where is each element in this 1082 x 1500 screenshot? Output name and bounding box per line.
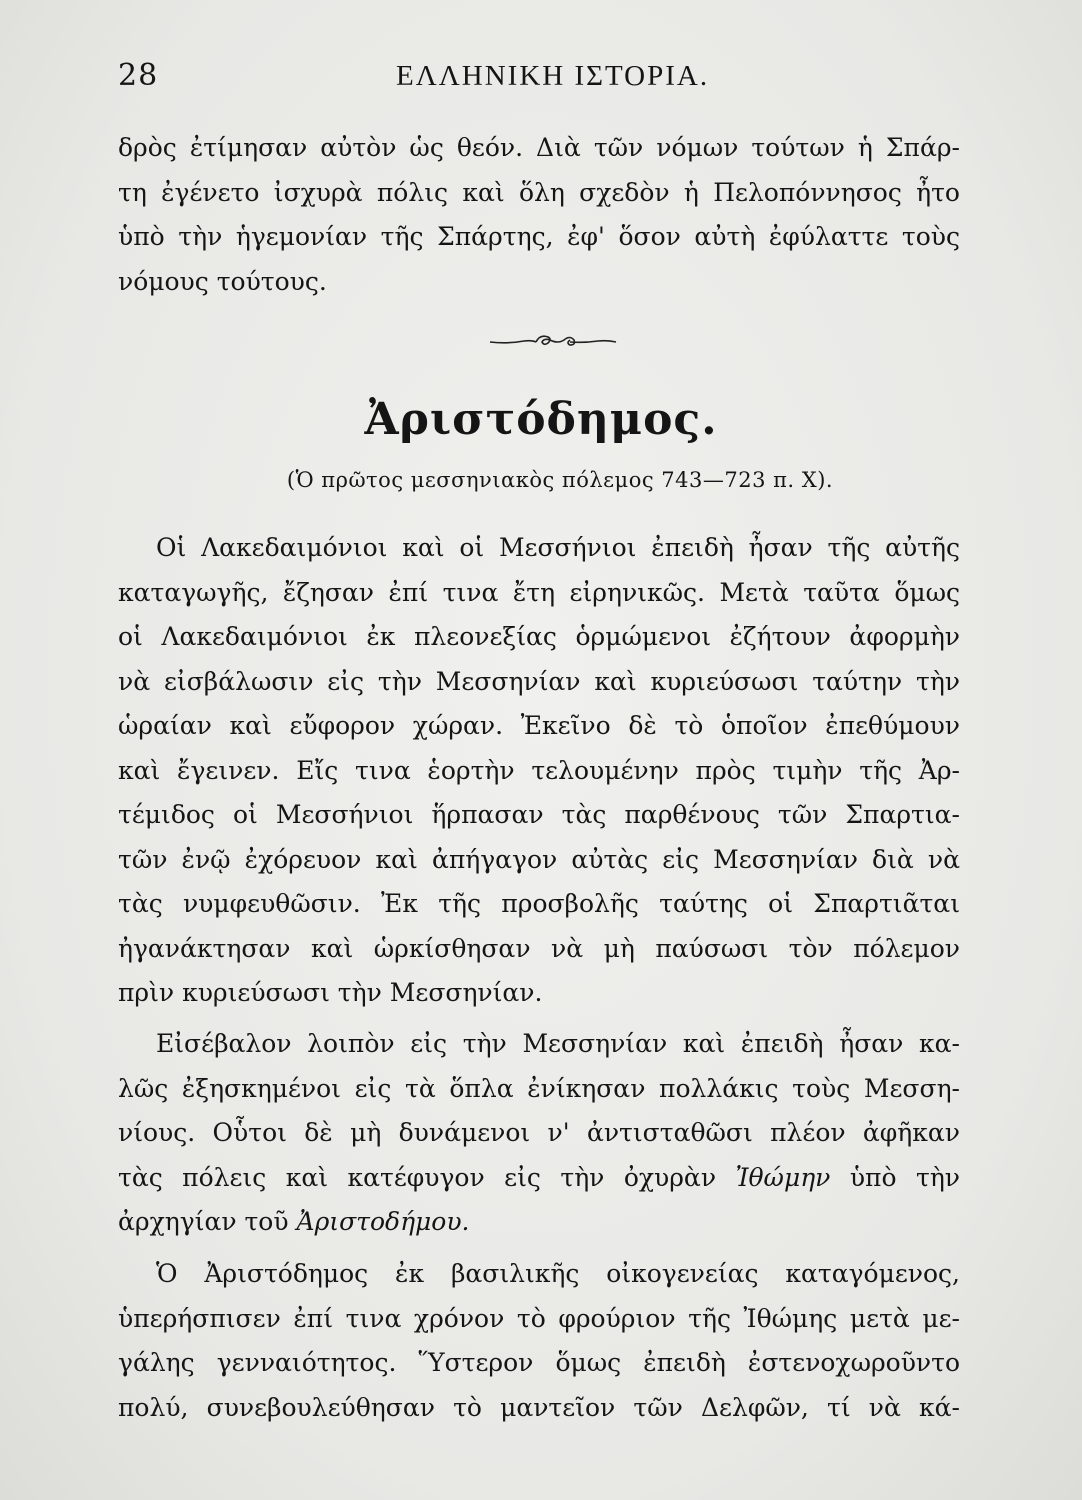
paragraph-1 (118, 526, 960, 1016)
text-line (118, 1156, 960, 1201)
text-line: ἠγανάκτησαν καὶ ὡρκίσθησαν νὰ μὴ παύσωσι τὸν πόλεμον (118, 933, 960, 963)
text-line: τῶν ἐνῷ ἐχόρευον καὶ ἀπήγαγον αὐτὰς εἰς Μεσσηνίαν διὰ νὰ (118, 844, 960, 874)
text-line: οἱ Λακεδαιμόνιοι ἐκ πλεονεξίας ὁρμώμενοι ἐζήτουν ἀφορμὴν (118, 622, 960, 651)
text-line: Οἱ Λακεδαιμόνιοι καὶ οἱ Μεσσήνιοι ἐπειδὴ ἦσαν τῆς αὐτῆς (156, 533, 960, 562)
text-line: πολύ, συνεβουλεύθησαν τὸ μαντεῖον τῶν Δελφῶν, τί νὰ κά- (118, 1392, 960, 1422)
text-line: ὑπὸ τὴν ἡγεμονίαν τῆς Σπάρτης, ἐφ' ὅσον αὐτὴ ἐφύλαττε τοὺς (118, 222, 960, 251)
section-title: Ἀριστόδημος. (364, 394, 718, 445)
text-line: ὡραίαν καὶ εὔφορον χώραν. Ἐκεῖνο δὲ τὸ ὁποῖον ἐπεθύμουν (118, 711, 960, 740)
text-line: πρὶν κυριεύσωσι τὴν Μεσσηνίαν. (118, 978, 543, 1007)
paragraph-2 (118, 1022, 960, 1245)
text-line (118, 1200, 960, 1245)
intro-paragraph (118, 126, 960, 304)
text-run: ἀρχηγίαν τοῦ (118, 1207, 297, 1236)
text-line: τὰς νυμφευθῶσιν. Ἐκ τῆς προσβολῆς ταύτης οἱ Σπαρτιᾶται (118, 889, 960, 918)
text-line: γάλης γενναιότητος. Ὕστερον ὅμως ἐπειδὴ ἐστενοχωροῦντο (118, 1348, 960, 1377)
running-head: ΕΛΛΗΝΙΚΗ ΙΣΤΟΡΙΑ. (396, 60, 710, 92)
person-name-italic: Ἀριστοδήμου. (296, 1207, 470, 1236)
text-line: καταγωγῆς, ἔζησαν ἐπί τινα ἔτη εἰρηνικῶς. Μετὰ ταῦτα ὅμως (118, 577, 960, 607)
text-line: τη ἐγένετο ἰσχυρὰ πόλις καὶ ὅλη σχεδὸν ἡ Πελοπόννησος ἦτο (118, 177, 960, 207)
text-run: ὑπὸ τὴν (830, 1162, 960, 1192)
text-line: νόμους τούτους. (118, 266, 327, 296)
paragraph-3 (118, 1252, 960, 1430)
text-line: ὑπερήσπισεν ἐπί τινα χρόνον τὸ φρούριον τῆς Ἰθώμης μετὰ με- (118, 1303, 960, 1333)
text-line: τέμιδος οἱ Μεσσήνιοι ἥρπασαν τὰς παρθένους τῶν Σπαρτια- (118, 800, 960, 829)
page-header (118, 58, 958, 102)
text-run: τὰς πόλεις καὶ κατέφυγον εἰς τὴν ὀχυρὰν (118, 1162, 736, 1192)
text-line: νὰ εἰσβάλωσιν εἰς τὴν Μεσσηνίαν καὶ κυριεύσωσι ταύτην τὴν (118, 666, 960, 696)
section-ornament-icon (488, 330, 618, 352)
text-line: Εἰσέβαλον λοιπὸν εἰς τὴν Μεσσηνίαν καὶ ἐπειδὴ ἦσαν κα- (156, 1029, 960, 1058)
text-line: καὶ ἔγεινεν. Εἴς τινα ἑορτὴν τελουμένην πρὸς τιμὴν τῆς Ἀρ- (118, 755, 960, 785)
page-number: 28 (118, 58, 159, 93)
place-name-italic: Ἰθώμην (735, 1162, 831, 1192)
text-line: νίους. Οὗτοι δὲ μὴ δυνάμενοι ν' ἀντισταθῶσι πλέον ἀφῆκαν (118, 1118, 960, 1147)
text-line: λῶς ἐξησκημένοι εἰς τὰ ὅπλα ἐνίκησαν πολλάκις τοὺς Μεσση- (118, 1073, 960, 1103)
text-line: Ὁ Ἀριστόδημος ἐκ βασιλικῆς οἰκογενείας καταγόμενος, (156, 1259, 960, 1288)
text-line: δρὸς ἐτίμησαν αὐτὸν ὡς θεόν. Διὰ τῶν νόμων τούτων ἡ Σπάρ- (118, 133, 960, 162)
section-subtitle: (Ὁ πρῶτος μεσσηνιακὸς πόλεμος 743—723 π. Χ). (286, 468, 834, 492)
